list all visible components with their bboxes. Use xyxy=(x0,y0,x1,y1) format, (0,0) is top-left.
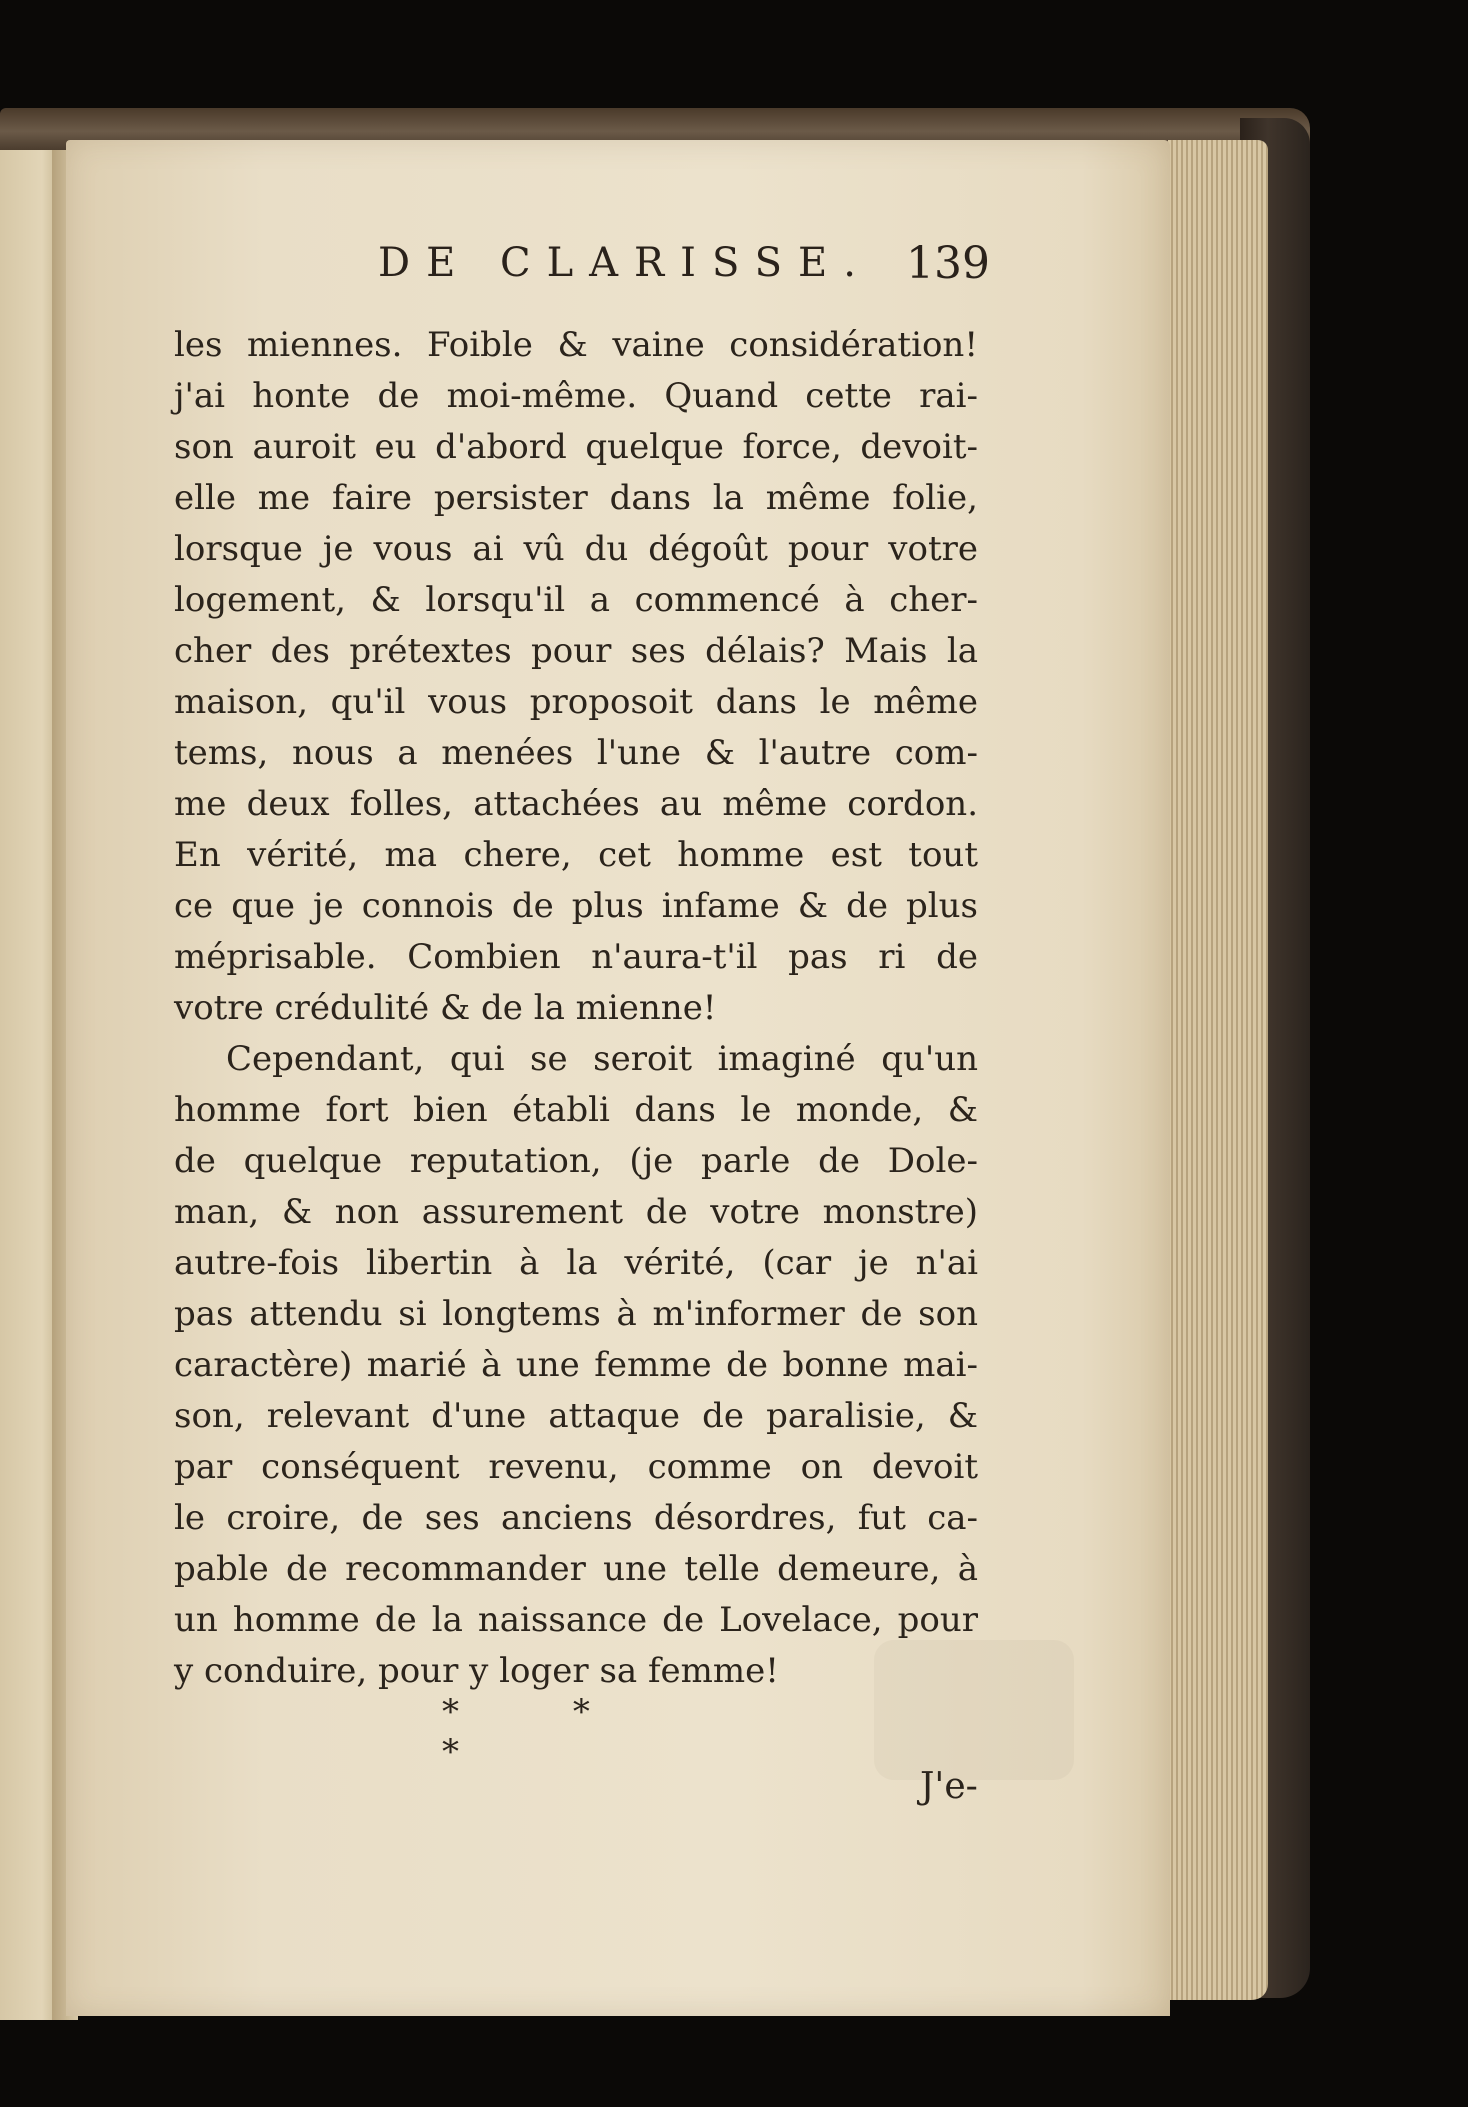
text-line: votre crédulité & de la mienne! xyxy=(174,988,717,1028)
text-line: Cependant, qui se seroit imaginé qu'un xyxy=(226,1039,978,1079)
text-line: par conséquent revenu, comme on devoit xyxy=(174,1447,978,1487)
text-line: homme fort bien établi dans le monde, & xyxy=(174,1090,978,1130)
text-line: le croire, de ses anciens désordres, fut ca- xyxy=(174,1498,978,1538)
page-edges xyxy=(1168,140,1268,2000)
star-icon: * xyxy=(442,1732,459,1772)
text-line: pable de recommander une telle demeure, à xyxy=(174,1549,978,1589)
text-line: cher des prétextes pour ses délais? Mais la xyxy=(174,631,978,671)
star-icon: * xyxy=(572,1692,590,1732)
text-line: un homme de la naissance de Lovelace, pour xyxy=(174,1600,978,1640)
catchword: J'e- xyxy=(920,1766,978,1807)
text-line: lorsque je vous ai vû du dégoût pour votre xyxy=(174,529,978,569)
text-line: de quelque reputation, (je parle de Dole- xyxy=(174,1141,978,1181)
text-line: En vérité, ma chere, cet homme est tout xyxy=(174,835,978,875)
text-line: méprisable. Combien n'aura-t'il pas ri de xyxy=(174,937,978,977)
text-line: me deux folles, attachées au même cordon. xyxy=(174,784,978,824)
section-ornament xyxy=(442,1692,822,1772)
text-line: autre-fois libertin à la vérité, (car je n'ai xyxy=(174,1243,978,1283)
body-text xyxy=(174,320,978,1697)
text-line: son, relevant d'une attaque de paralisie, & xyxy=(174,1396,978,1436)
running-head: DE CLARISSE. xyxy=(378,240,872,286)
text-line: ce que je connois de plus infame & de plus xyxy=(174,886,978,926)
text-line: logement, & lorsqu'il a commencé à cher- xyxy=(174,580,978,620)
text-line: pas attendu si longtems à m'informer de son xyxy=(174,1294,978,1334)
text-line: elle me faire persister dans la même folie, xyxy=(174,478,978,518)
text-line: y conduire, pour y loger sa femme! xyxy=(174,1651,779,1691)
show-through-text xyxy=(874,1640,1074,1780)
text-line: man, & non assurement de votre monstre) xyxy=(174,1192,978,1232)
star-icon: * xyxy=(442,1692,459,1732)
text-line: son auroit eu d'abord quelque force, devoit- xyxy=(174,427,978,467)
text-line: tems, nous a menées l'une & l'autre com- xyxy=(174,733,978,773)
page-number: 139 xyxy=(906,238,990,289)
text-line: caractère) marié à une femme de bonne mai- xyxy=(174,1345,978,1385)
left-page-edge xyxy=(0,150,60,2020)
right-page xyxy=(66,140,1170,2016)
text-line: les miennes. Foible & vaine considération! xyxy=(174,325,978,365)
text-line: j'ai honte de moi-même. Quand cette rai- xyxy=(174,376,978,416)
page-header xyxy=(66,230,1170,300)
text-line: maison, qu'il vous proposoit dans le même xyxy=(174,682,978,722)
